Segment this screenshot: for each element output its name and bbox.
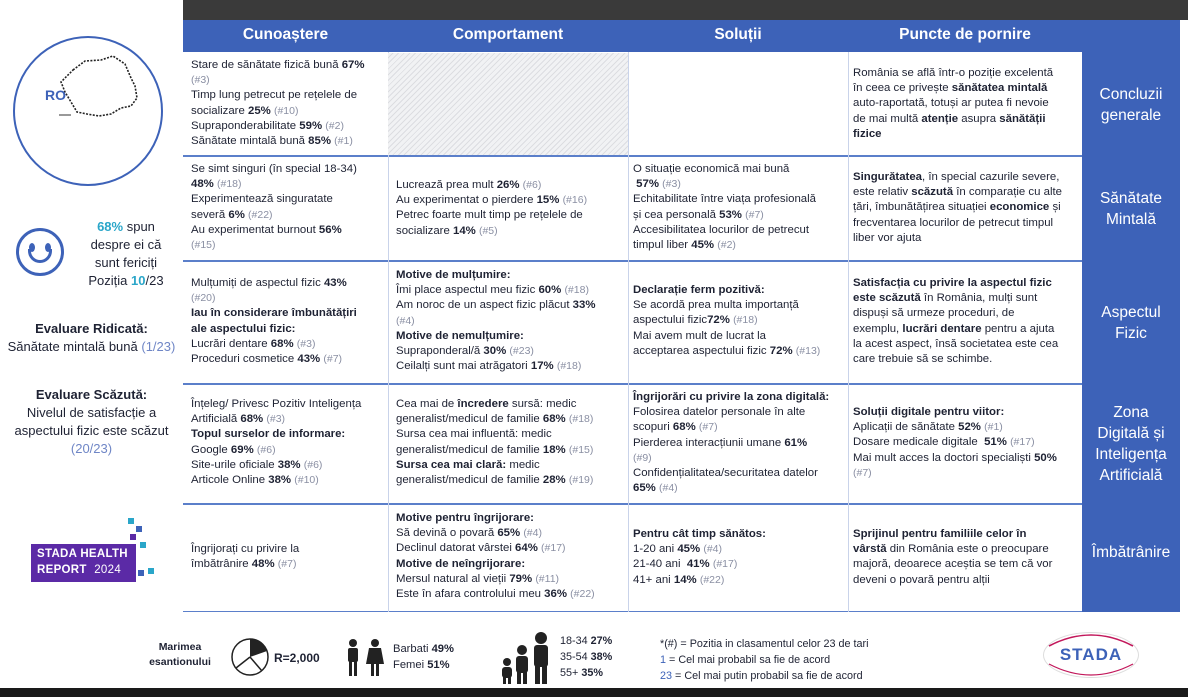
row-label-general: Concluzii generale [1099,86,1163,124]
cell-digital-solutions: Îngrijorări cu privire la zona digitală: Folosirea datelor personale în alte scopuri 68% (#7) Pierderea interacțiunii umane 61% (#9) Confidențialitatea/securitatea datelor 65% (#4) [633,391,830,495]
col-divider [628,52,629,612]
row-divider [183,155,1082,157]
cell-physical-solutions: Declarație ferm pozitivă: Se acordă prea multa importanță aspectului fizic72% (#18) Mai avem mult de lucrat la acceptarea aspectului fizic 72% (#13) [633,284,821,357]
cell-mental-knowledge: Se simt singuri (în special 18-34) 48% (#18) Experimentează singuratate severă 6% (#22) Au experimentat burnout 56% (#15) [191,163,357,252]
male-female-icon [342,638,386,678]
bottom-edge-bar [0,688,1188,697]
ranking-legend: *(#) = Pozitia in clasamentul celor 23 de tari 1 = Cel mai probabil sa fie de acord 23 = Cel mai putin probabil sa fie de acord [660,638,869,682]
cell-digital-behavior: Cea mai de încredere sursă: medic generalist/medicul de familie 68% (#18) Sursa cea mai influentă: medic generalist/medicul de familie 18% (#15) Sursa cea mai clară: medic generalist/medicul de familie 28% (#19) [396,398,594,487]
cell-aging-behavior: Motive pentru îngrijorare: Să devină o povară 65% (#4) Declinul datorat vârstei 64% (#17) Motive de neîngrijorare: Mersul natural al vieții 79% (#11) Este în afara controlului meu 36% (#22) [396,512,595,601]
cell-general-starting: România se află într-o poziție excelentă în ceea ce privește sănătatea mintală auto-raportată, totuși ar putea fi nevoie de mai multă atenție asupra sănătății fizice [853,67,1054,140]
sample-size-label: Marimea esantionului [149,641,211,668]
cell-digital-knowledge: Înțeleg/ Privesc Pozitiv Inteligența Artificială 68% (#3) Topul surselor de informare: Google 69% (#6) Site-urile oficiale 38% (#6) Articole Online 38% (#10) [191,398,362,487]
happiness-percent: 68% [97,219,124,234]
happiness-stat: 68% spun despre ei că sunt fericiți Poziția 10/23 [88,219,164,288]
cell-physical-behavior: Motive de mulțumire: Îmi place aspectul meu fizic 60% (#18) Am noroc de un aspect fizic plăcut 33% (#4) Motive de nemulțumire: Supraponderal/ă 30% (#23) Ceilalți sunt mai atrăgatori 17% (#18) [396,269,596,373]
country-map-circle [13,36,163,186]
row-divider [183,503,1082,505]
cell-aging-solutions: Pentru cât timp sănătos: 1-20 ani 45% (#4) 21-40 ani 41% (#17) 41+ ani 14% (#22) [633,528,766,586]
pie-chart-icon [229,636,271,678]
row-label-digital-ai: Zona Digitală și Inteligența Artificială [1095,404,1167,484]
report-pixel-decoration-2 [138,568,156,580]
cell-mental-solutions: O situație economică mai bună 57% (#3) Echitabilitate între viața profesională și cea personală 53% (#7) Accesibilitatea locurilor de petrecut timpul liber 45% (#2) [633,163,816,252]
gender-split: Barbati 49% Femei 51% [393,643,454,671]
col-divider [848,52,849,612]
stada-health-report-logo: STADA HEALTH REPORT 2024 [31,544,136,582]
cell-aging-starting: Sprijinul pentru familiile celor în vârstă din România este o preocupare majoră, deoarece aceștia se tem că vor deveni o povară pentru alții [853,528,1053,586]
stada-brand-logo: STADA [1043,632,1139,678]
cell-digital-starting: Soluții digitale pentru viitor: Aplicații de sănătate 52% (#1) Dosare medicale digitale 51% (#17) Mai mult acces la doctori specialiști 50% (#7) [853,406,1057,479]
row-divider [183,383,1082,385]
row-label-mental-health: Sănătate Mintală [1099,190,1163,228]
cell-physical-starting: Satisfacția cu privire la aspectul fizic este scăzută în România, mulți sunt dispuși să urmeze proceduri, de exemplu, lucrări dentare pentru a ajuta la acest aspect, însă societatea este cea care trebuie să se schimbe. [853,277,1059,366]
happiness-rank: 10 [131,273,146,288]
cell-mental-starting: Singurătatea, în special cazurile severe, este relativ scăzută în comparație cu alte țări, îmbunătățirea situației economice și frecventarea locurilor de petrecut timpul liber vor ajuta [853,171,1062,244]
top-edge-white [0,0,183,20]
col-header-solutions: Soluții [714,26,762,43]
high-rating-title: Evaluare Ridicată: [35,321,148,336]
cell-mental-behavior: Lucrează prea mult 26% (#6) Au experimentat o pierdere 15% (#16) Petrec foarte mult timp pe rețelele de socializare 14% (#5) [396,179,588,237]
age-groups-icon [499,631,557,687]
cell-aging-knowledge: Îngrijorați cu privire la îmbătrânire 48% (#7) [191,543,300,571]
low-rating-block: Evaluare Scăzută: Nivelul de satisfacție a aspectului fizic este scăzut (20/23) [0,386,183,458]
col-header-starting-points: Puncte de pornire [899,26,1031,43]
row-label-physical: Aspectul Fizic [1101,304,1161,342]
cell-physical-knowledge: Mulțumiți de aspectul fizic 43% (#20) Iau în considerare îmbunătățiri ale aspectului fizic: Lucrări dentare 68% (#3) Proceduri cosmetice 43% (#7) [191,277,357,366]
age-split: 18-34 27% 35-54 38% 55+ 35% [560,635,613,679]
row-label-aging: Îmbătrânire [1091,544,1171,561]
smiley-face-icon [16,228,64,276]
empty-hatched-cell [388,53,628,155]
country-code: RO [45,87,66,103]
low-rating-title: Evaluare Scăzută: [35,387,148,402]
romania-map-icon [13,36,163,186]
col-header-behavior: Comportament [452,26,564,43]
sample-size-value: R=2,000 [274,651,320,665]
col-header-knowledge: Cunoaștere [242,26,329,43]
row-divider [183,260,1082,262]
high-rating-block: Evaluare Ridicată: Sănătate mintală bună (1/23) [0,320,183,356]
cell-general-knowledge: Stare de sănătate fizică bună 67% (#3) Timp lung petrecut pe rețelele de socializare 25% (#10) Supraponderabilitate 59% (#2) Sănătate mintală bună 85% (#1) [191,59,365,148]
